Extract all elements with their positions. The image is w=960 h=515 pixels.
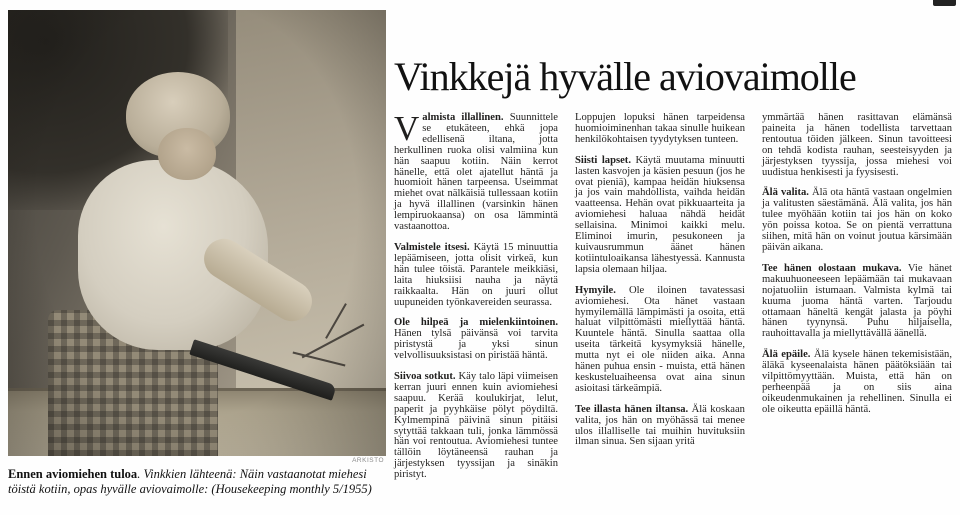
- column-3: [762, 113, 952, 491]
- scan-artifact: [933, 0, 956, 6]
- photo-credit: ARKISTO: [352, 457, 384, 464]
- column-1: [394, 109, 559, 491]
- paragraph-siisti-lapset: Siisti lapset. Käytä muutama minuutti lasten kasvojen ja käsien pesuun (jos he ovat pieniä), kampaa heidän hiuksensa ja jos vain mahdollista, vaihda heidän vaatteensa. Hehän ovat pikkuaarteita ja aviomiehesi haluaa nähdä heidät sellaisina. Minimoi kaikki melu. Eliminoi imurin, pesukoneen ja kuivausrummun äänet hänen kotiintuloaikansa lähestyessä. Kannusta lapsia olemaan hiljaa.: [575, 154, 746, 275]
- paragraph-hymyile: Hymyile. Ole iloinen tavatessasi aviomiehesi. Ota hänet vastaan hymyilemällä lämpimästi ja osoita, että haluat vilpittömästi miellyttää häntä. Kuuntele häntä. Sinulla saattaa olla useita tärkeitä kysymyksiä hänelle, mutta nyt ei ole niiden aika. Anna hänen puhua ensin - muista, että hänen keskusteluaiheensa ovat aina sinun asioitasi tärkeämpiä.: [575, 284, 745, 394]
- column-2: [575, 113, 745, 491]
- paragraph-siivoa-sotkut: Siivoa sotkut. Käy talo läpi viimeisen kerran juuri ennen kuin aviomiehesi saapuu. Kerää koulukirjat, lelut, paperit ja pyyhkäise pölyt pöydiltä. Kylmempinä päivinä sinun pitäisi sytyttää takkaan tuli, jonka lämmössä hän voi rentoutua. Aviomiehesi tuntee tällöin löytäneensä rauhan ja järjestyksen tyyssijan ja sinäkin piristyt.: [394, 371, 558, 481]
- paragraph-ala-epaile: Älä epäile. Älä kysele hänen tekemisistään, äläkä kyseenalaista hänen päätöksiään tai vilpittömyyttään. Muista, että hän on perheenpää ja on siis aina oikeudenmukainen ja rehellinen. Sinulla ei ole oikeutta epäillä häntä.: [762, 349, 952, 415]
- photo-vignette: [8, 10, 386, 456]
- paragraph-valmistele-itsesi: Valmistele itsesi. Käytä 15 minuuttia lepäämiseen, jotta olisit virkeä, kun hän tulee töistä. Parantele meikkiäsi, laita hiuksiisi nauha ja näytä raikkaalta. Hän on juuri ollut uupuneiden työnkavereiden seurassa.: [394, 241, 559, 308]
- photo-caption: [8, 467, 380, 497]
- paragraph-tee-hanen-olostaan: Tee hänen olostaan mukava. Vie hänet makuuhuoneeseen lepäämään tai mukavaan nojatuoliin istumaan. Valmista kylmä tai kuuma juoma häntä varten. Tarjoudu ottamaan häneltä kengät jalasta ja pöyhi hänen tyynynsä. Puhu hiljaisella, rauhoittavalla ja miellyttävällä äänellä.: [762, 262, 952, 340]
- paragraph-tee-illasta: Tee illasta hänen iltansa. Älä koskaan valita, jos hän on myöhässä tai menee ulos illalliselle tai muihin huvituksiin ilman sinua. Sen sijaan yritä: [575, 403, 745, 448]
- paragraph-valmista-illallinen: Valmista illallinen. Suunnittele se etukäteen, ehkä jopa edellisenä iltana, jotta herkullinen ruoka olisi valmiina kun hän saapuu kotiin. Näin kerrot hänelle, että olet ajatellut häntä ja huomioit hänen tarpeensa. Useimmat miehet ovat nälkäisiä tullessaan kotiin ja hyvä illallinen (varsinkin hänen lempiruokaansa) on osa lämmintä vastaanottoa.: [394, 109, 558, 233]
- paragraph-continuation-ymmartaa: ymmärtää hänen rasittavan elämänsä paineita ja hänen todellista tarvettaan rentoutua töiden jälkeen. Sinun tavoitteesi on tehdä kodista rauhan, seesteisyyden ja järjestyksen tyyssija, jossa miehesi voi uudistua henkisesti ja fyysisesti.: [762, 112, 952, 178]
- article-photo: [8, 10, 386, 456]
- page-title: Vinkkejä hyvälle aviovaimolle: [394, 54, 856, 99]
- caption-text: . Vinkkien lähteenä: Näin vastaanotat miehesi töistä kotiin, opas hyvälle aviovaimolle: (Housekeeping monthly 5/1955): [8, 467, 372, 496]
- article: [394, 55, 952, 491]
- paragraph-continuation-loppujen: Loppujen lopuksi hänen tarpeidensa huomioiminenhan takaa sinulle huikean henkilökohtaisen tyydytyksen tunteen.: [575, 112, 745, 145]
- paragraph-ala-valita: Älä valita. Älä ota häntä vastaan ongelmien ja valitusten säestämänä. Älä valita, jos hän tulee myöhään kotiin tai jos hän on koko yön poissa kotoa. Se on pientä verrattuna siihen, mitä hän on voinut joutua kärsimään päivän aikana.: [762, 187, 952, 253]
- article-columns: [394, 109, 952, 491]
- drop-cap: V: [394, 109, 420, 148]
- paragraph-ole-hilpea: Ole hilpeä ja mielenkiintoinen. Hänen tylsä päivänsä voi tarvita piristystä ja yksi sinun velvollisuuksistasi on piristää häntä.: [394, 317, 558, 362]
- caption-lead: Ennen aviomiehen tuloa: [8, 467, 138, 481]
- photo-block: [8, 10, 386, 497]
